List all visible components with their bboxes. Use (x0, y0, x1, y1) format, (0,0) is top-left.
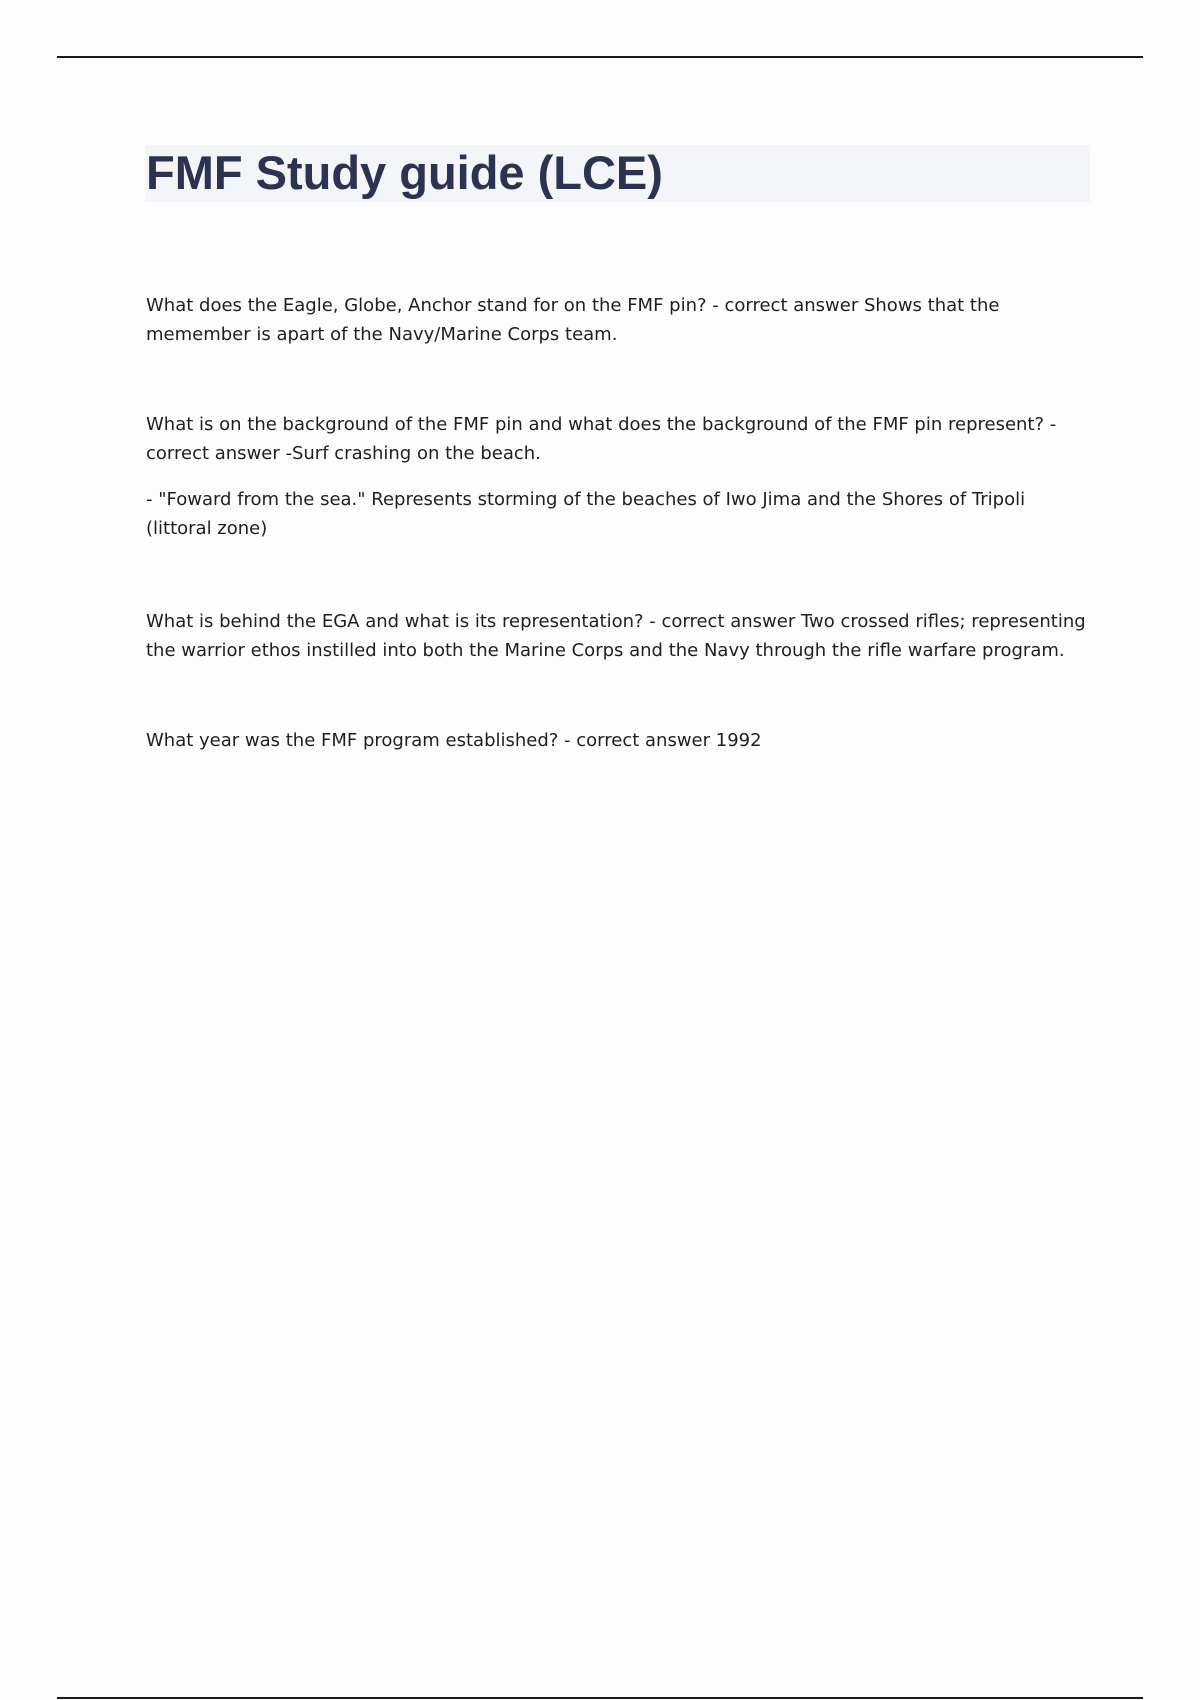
qa-entry-behind-ega: What is behind the EGA and what is its representation? - correct answer Two crossed rifles; representing the warrior ethos instilled into both the Marine Corps and the Navy through the rifle warfare program. (146, 611, 1086, 661)
header-rule (57, 56, 1143, 58)
qa-entry-eagle-globe-anchor: What does the Eagle, Globe, Anchor stand for on the FMF pin? - correct answer Shows that the memember is apart of the Navy/Marine Corps team. (146, 295, 1000, 345)
qa-entry-program-year: What year was the FMF program established? - correct answer 1992 (146, 730, 762, 751)
qa-entry-pin-background: What is on the background of the FMF pin and what does the background of the FMF pin represent? - correct answer -Surf crashing on the beach. (146, 414, 1057, 464)
footer-rule (57, 1697, 1143, 1699)
qa-entry-pin-background-continuation: - "Foward from the sea." Represents storming of the beaches of Iwo Jima and the Shores of Tripoli (littoral zone) (146, 489, 1026, 539)
page-title: FMF Study guide (LCE) (146, 146, 663, 199)
